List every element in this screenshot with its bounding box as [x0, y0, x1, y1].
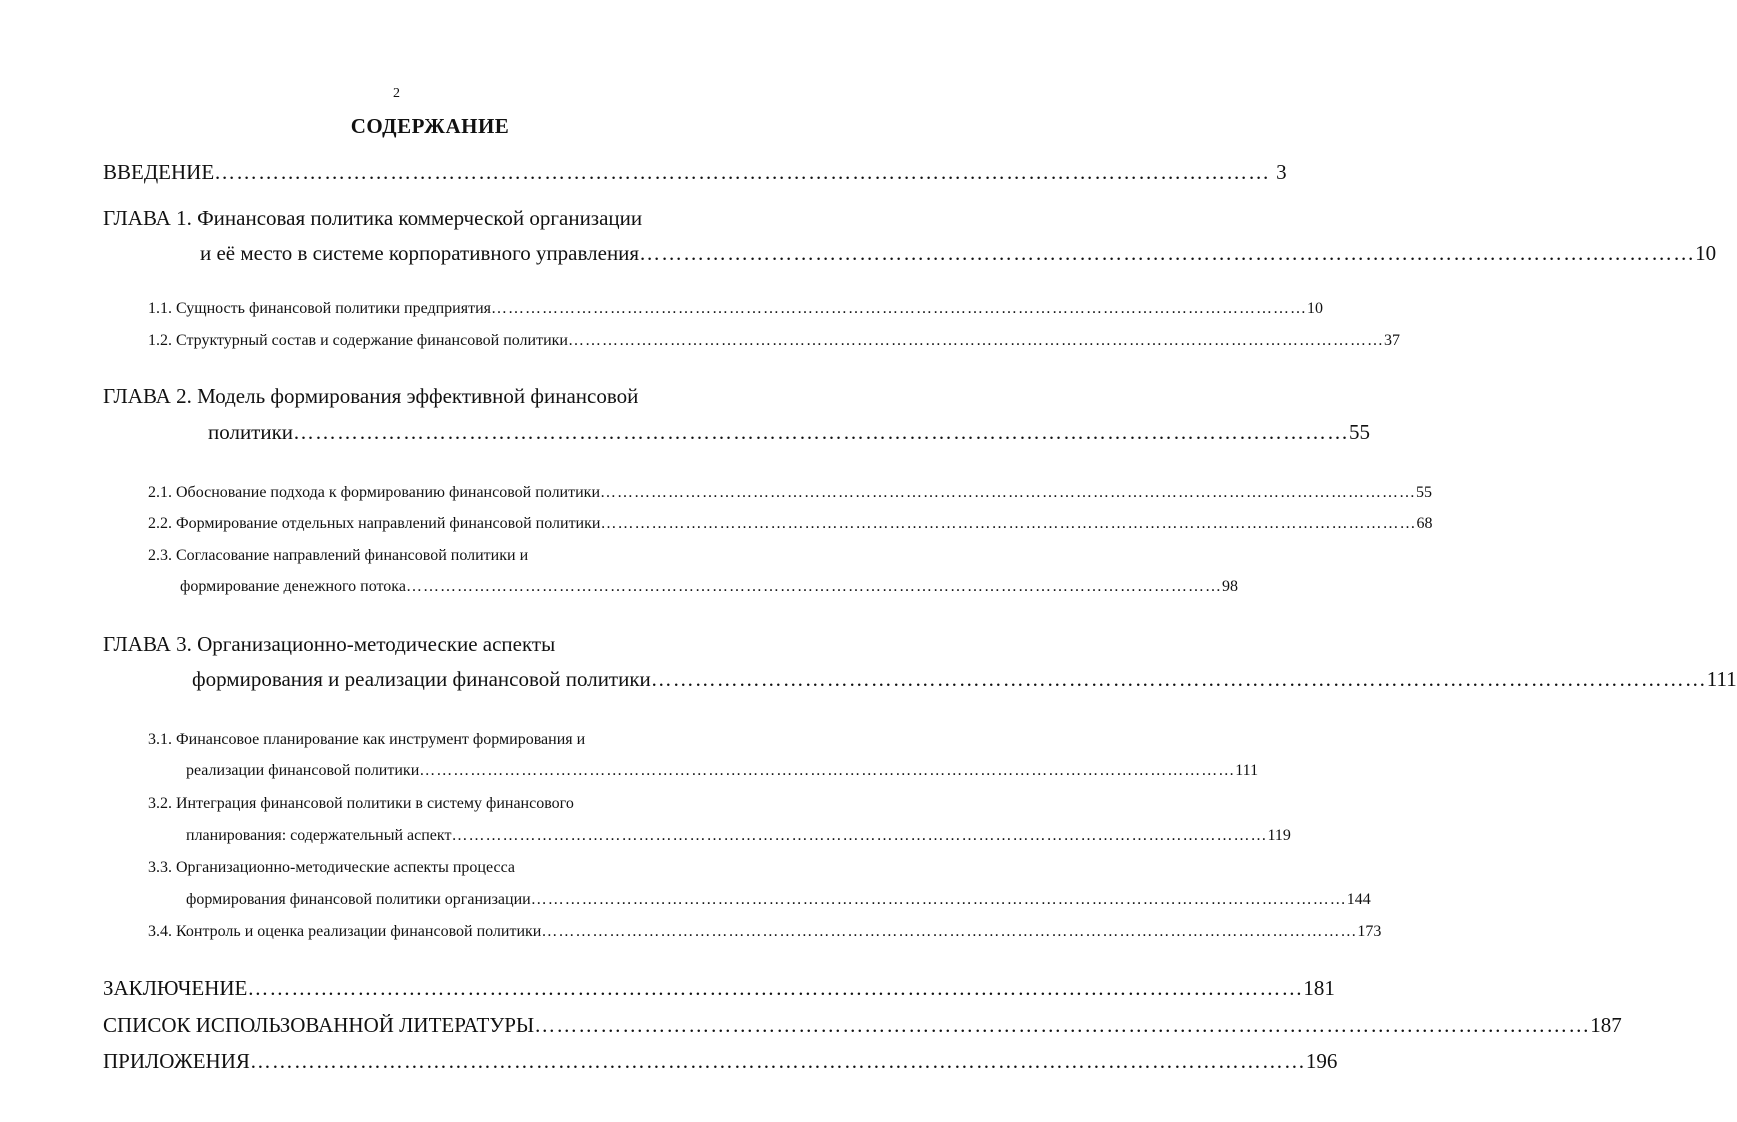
- toc-conclusion: [103, 976, 1335, 1001]
- toc-section-page: 68: [1416, 515, 1433, 532]
- toc-leader: ………………………………………………………………………………………………………………………………: [247, 976, 1304, 1000]
- toc-section-3-2: [186, 827, 1291, 845]
- page-number: 2: [393, 86, 400, 101]
- toc-introduction-label: ВВЕДЕНИЕ: [103, 160, 215, 184]
- toc-section-label: 1.2. Структурный состав и содержание финансовой политики: [148, 332, 568, 349]
- toc-chapter3: [192, 667, 1737, 692]
- toc-section-label: планирования: содержательный аспект: [186, 827, 452, 844]
- toc-leader: ………………………………………………………………………………………………………………………………: [567, 332, 1384, 349]
- page-title: СОДЕРЖАНИЕ: [350, 114, 510, 138]
- toc-section-1-1: [148, 300, 1323, 318]
- toc-appendices: [103, 1049, 1338, 1074]
- toc-conclusion-page: 181: [1303, 976, 1335, 1000]
- toc-leader: ………………………………………………………………………………………………………………………………: [600, 515, 1417, 532]
- toc-introduction: [103, 160, 1287, 185]
- toc-chapter2-line1: ГЛАВА 2. Модель формирования эффективной финансовой: [103, 384, 639, 408]
- toc-section-label: 3.4. Контроль и оценка реализации финансовой политики: [148, 923, 542, 940]
- toc-leader: ………………………………………………………………………………………………………………………………: [405, 578, 1222, 595]
- toc-leader: ………………………………………………………………………………………………………………………………: [530, 891, 1347, 908]
- toc-leader: ………………………………………………………………………………………………………………………………: [214, 160, 1271, 184]
- toc-section-label: реализации финансовой политики: [186, 762, 420, 779]
- toc-leader: ………………………………………………………………………………………………………………………………: [293, 420, 1350, 444]
- toc-leader: ………………………………………………………………………………………………………………………………: [451, 827, 1268, 844]
- toc-chapter1-line1: ГЛАВА 1. Финансовая политика коммерческой организации: [103, 206, 643, 230]
- toc-section-page: 173: [1357, 923, 1382, 940]
- toc-section-3-3-line1: 3.3. Организационно-методические аспекты процесса: [148, 859, 515, 876]
- toc-chapter2: [208, 420, 1371, 445]
- toc-leader: ………………………………………………………………………………………………………………………………: [541, 923, 1358, 940]
- toc-chapter3-line1: ГЛАВА 3. Организационно-методические аспекты: [103, 632, 556, 656]
- toc-references-label: СПИСОК ИСПОЛЬЗОВАННОЙ ЛИТЕРАТУРЫ: [103, 1013, 535, 1037]
- toc-leader: ………………………………………………………………………………………………………………………………: [419, 762, 1236, 779]
- toc-section-page: 10: [1307, 300, 1323, 317]
- toc-chapter1: [200, 241, 1717, 266]
- toc-appendices-label: ПРИЛОЖЕНИЯ: [103, 1049, 250, 1073]
- toc-chapter3-line2: формирования и реализации финансовой политики: [192, 667, 651, 691]
- toc-section-3-3: [186, 891, 1371, 909]
- toc-section-label: формирования финансовой политики организации: [186, 891, 531, 908]
- toc-references: [103, 1013, 1622, 1038]
- toc-chapter1-page: 10: [1695, 241, 1717, 265]
- toc-leader: ………………………………………………………………………………………………………………………………: [639, 241, 1696, 265]
- toc-section-1-2: [148, 332, 1400, 350]
- toc-references-page: 187: [1590, 1013, 1622, 1037]
- toc-section-label: 2.2. Формирование отдельных направлений финансовой политики: [148, 515, 601, 532]
- toc-introduction-page: 3: [1276, 160, 1287, 184]
- toc-section-3-2-line1: 3.2. Интеграция финансовой политики в систему финансового: [148, 795, 574, 812]
- toc-section-page: 98: [1221, 578, 1238, 595]
- toc-section-page: 119: [1267, 827, 1291, 844]
- toc-section-label: 1.1. Сущность финансовой политики предприятия: [148, 300, 491, 317]
- toc-leader: ………………………………………………………………………………………………………………………………: [491, 300, 1307, 317]
- toc-chapter3-page: 111: [1706, 667, 1737, 691]
- toc-leader: ………………………………………………………………………………………………………………………………: [600, 484, 1417, 501]
- toc-section-2-3-line1: 2.3. Согласование направлений финансовой политики и: [148, 547, 529, 564]
- toc-section-2-2: [148, 515, 1433, 533]
- toc-section-page: 37: [1383, 332, 1400, 349]
- toc-chapter1-line2: и её место в системе корпоративного управления: [200, 241, 640, 265]
- toc-conclusion-label: ЗАКЛЮЧЕНИЕ: [103, 976, 248, 1000]
- toc-section-page: 111: [1235, 762, 1259, 779]
- toc-section-page: 144: [1346, 891, 1371, 908]
- toc-appendices-page: 196: [1305, 1049, 1338, 1073]
- toc-chapter2-page: 55: [1349, 420, 1371, 444]
- toc-chapter2-line2: политики: [208, 420, 294, 444]
- toc-section-3-4: [148, 923, 1382, 941]
- toc-leader: ………………………………………………………………………………………………………………………………: [650, 667, 1707, 691]
- toc-leader: ………………………………………………………………………………………………………………………………: [249, 1049, 1306, 1073]
- toc-section-3-1-line1: 3.1. Финансовое планирование как инструмент формирования и: [148, 731, 586, 748]
- toc-section-page: 55: [1416, 484, 1433, 501]
- toc-section-2-1: [148, 484, 1433, 502]
- toc-section-label: 2.1. Обоснование подхода к формированию финансовой политики: [148, 484, 601, 501]
- toc-section-label: формирование денежного потока: [180, 578, 406, 595]
- toc-section-3-1: [186, 762, 1259, 780]
- toc-section-2-3: [180, 578, 1238, 596]
- toc-leader: ………………………………………………………………………………………………………………………………: [534, 1013, 1591, 1037]
